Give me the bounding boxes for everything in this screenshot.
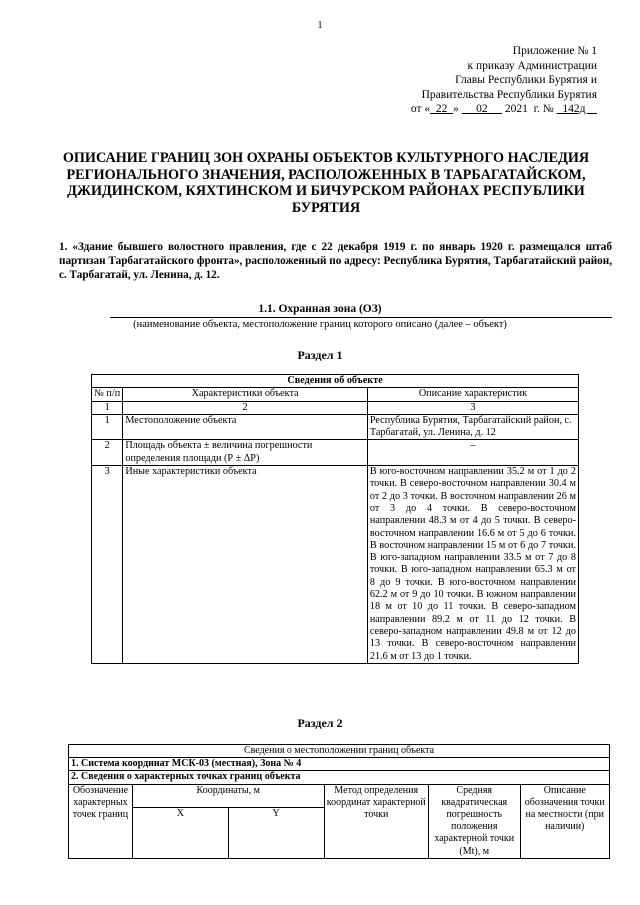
page-number: 1: [317, 20, 323, 31]
zone-title: 1.1. Охранная зона (ОЗ): [258, 303, 382, 315]
row-characteristic: Иные характеристики объекта: [123, 466, 368, 664]
table-row: [92, 414, 579, 440]
header-characteristic: Характеристики объекта: [123, 388, 368, 401]
date-day: 22: [430, 103, 454, 115]
appendix-date-line: [411, 102, 597, 117]
table-caption: Сведения об объекте: [92, 375, 579, 388]
header-number: № п/п: [92, 388, 123, 401]
order-number: 142д: [556, 103, 597, 115]
header-y: Y: [228, 807, 324, 858]
row-value: –: [367, 440, 578, 466]
col-number-3: 3: [367, 401, 578, 414]
row-characteristic: Местоположение объекта: [123, 414, 368, 440]
date-prefix: от «: [410, 103, 431, 115]
header-description: Описание характеристик: [367, 388, 578, 401]
header-x: X: [132, 807, 228, 858]
row-number: 3: [92, 466, 123, 664]
document-title: ОПИСАНИЕ ГРАНИЦ ЗОН ОХРАНЫ ОБЪЕКТОВ КУЛЬТУРНОГО НАСЛЕДИЯ РЕГИОНАЛЬНОГО ЗНАЧЕНИЯ, РАСПОЛОЖЕННЫХ В ТАРБАГАТАЙСКОМ, ДЖИДИНСКОМ, КЯХТИНСКОМ И БИЧУРСКОМ РАЙОНАХ РЕСПУБЛИКИ БУРЯТИЯ: [62, 150, 590, 216]
table-header-row: [92, 388, 579, 401]
col-number-2: 2: [123, 401, 368, 414]
appendix-block: [411, 44, 597, 117]
appendix-line-2: к приказу Администрации: [467, 59, 597, 72]
date-year: 2021 г. №: [501, 103, 557, 115]
table-row: [92, 466, 579, 664]
column-number-row: [92, 401, 579, 414]
table-header-row: [69, 784, 610, 807]
appendix-line-4: Правительства Республики Бурятия: [421, 88, 597, 101]
section-1-title: Раздел 1: [297, 348, 343, 362]
row-characteristic: Площадь объекта ± величина погрешности определения площади (Р ± ΔР): [123, 440, 368, 466]
boundary-points-table: [68, 744, 610, 859]
header-error: Средняя квадратическая погрешность положения характерной точки (Mt), м: [428, 784, 520, 858]
appendix-line-1: Приложение № 1: [512, 45, 597, 57]
row-value: В юго-восточном направлении 35.2 м от 1 до 2 точки. В северо-восточном направлении 30.4 м от 2 до 3 точки. В восточном направлении 26 м от 3 до 4 точки. В северо-восточном направлении 48.3 м от 4 до 5 точки. В северо-восточном направлении 16.6 м от 5 до 6 точки. В восточном направлении 15 м от 6 до 7 точки. В юго-западном направлении 33.5 м от 7 до 8 точки. В юго-западном направлении 65.3 м от 8 до 9 точки. В юго-восточном направлении 62.2 м от 9 до 10 точки. В южном направлении 18 м от 10 до 11 точки. В северо-западном направлении 89.2 м от 11 до 12 точки. В северо-западном направлении 49.8 м от 12 до 13 точки. В северо-восточном направлении 21.6 м от 13 до 1 точки.: [367, 466, 578, 664]
header-designation: Обозначение характерных точек границ: [69, 784, 133, 858]
header-coordinates: Координаты, м: [132, 784, 324, 807]
col-number-1: 1: [92, 401, 123, 414]
coord-system: 1. Система координат МСК-03 (местная), Зона № 4: [69, 758, 610, 771]
table-caption: Сведения о местоположении границ объекта: [69, 745, 610, 758]
table-row: [92, 440, 579, 466]
object-heading: 1. «Здание бывшего волостного правления, где с 22 декабря 1919 г. по январь 1920 г. размещался штаб партизан Тарбагатайского фронта», расположенный по адресу: Республика Бурятия, Тарбагатайский район, с. Тарбагатай, ул. Ленина, д. 12.: [59, 241, 612, 282]
header-method: Метод определения координат характерной точки: [324, 784, 428, 858]
zone-subtitle: (наименование объекта, местоположение границ которого описано (далее – объект): [133, 319, 507, 330]
zone-underline: [110, 317, 612, 318]
object-info-table: [91, 374, 579, 664]
date-month: 02: [461, 103, 502, 115]
date-mid: »: [453, 103, 462, 115]
header-point-description: Описание обозначения точки на местности (при наличии): [520, 784, 609, 858]
appendix-line-3: Главы Республики Бурятия и: [455, 74, 597, 86]
points-heading: 2. Сведения о характерных точках границ объекта: [69, 771, 610, 784]
points-heading-row: [69, 771, 610, 784]
table-caption-row: [69, 745, 610, 758]
table-caption-row: [92, 375, 579, 388]
row-number: 1: [92, 414, 123, 440]
section-2-title: Раздел 2: [297, 716, 343, 730]
row-number: 2: [92, 440, 123, 466]
row-value: Республика Бурятия, Тарбагатайский район, с. Тарбагатай, ул. Ленина, д. 12: [367, 414, 578, 440]
coord-system-row: [69, 758, 610, 771]
